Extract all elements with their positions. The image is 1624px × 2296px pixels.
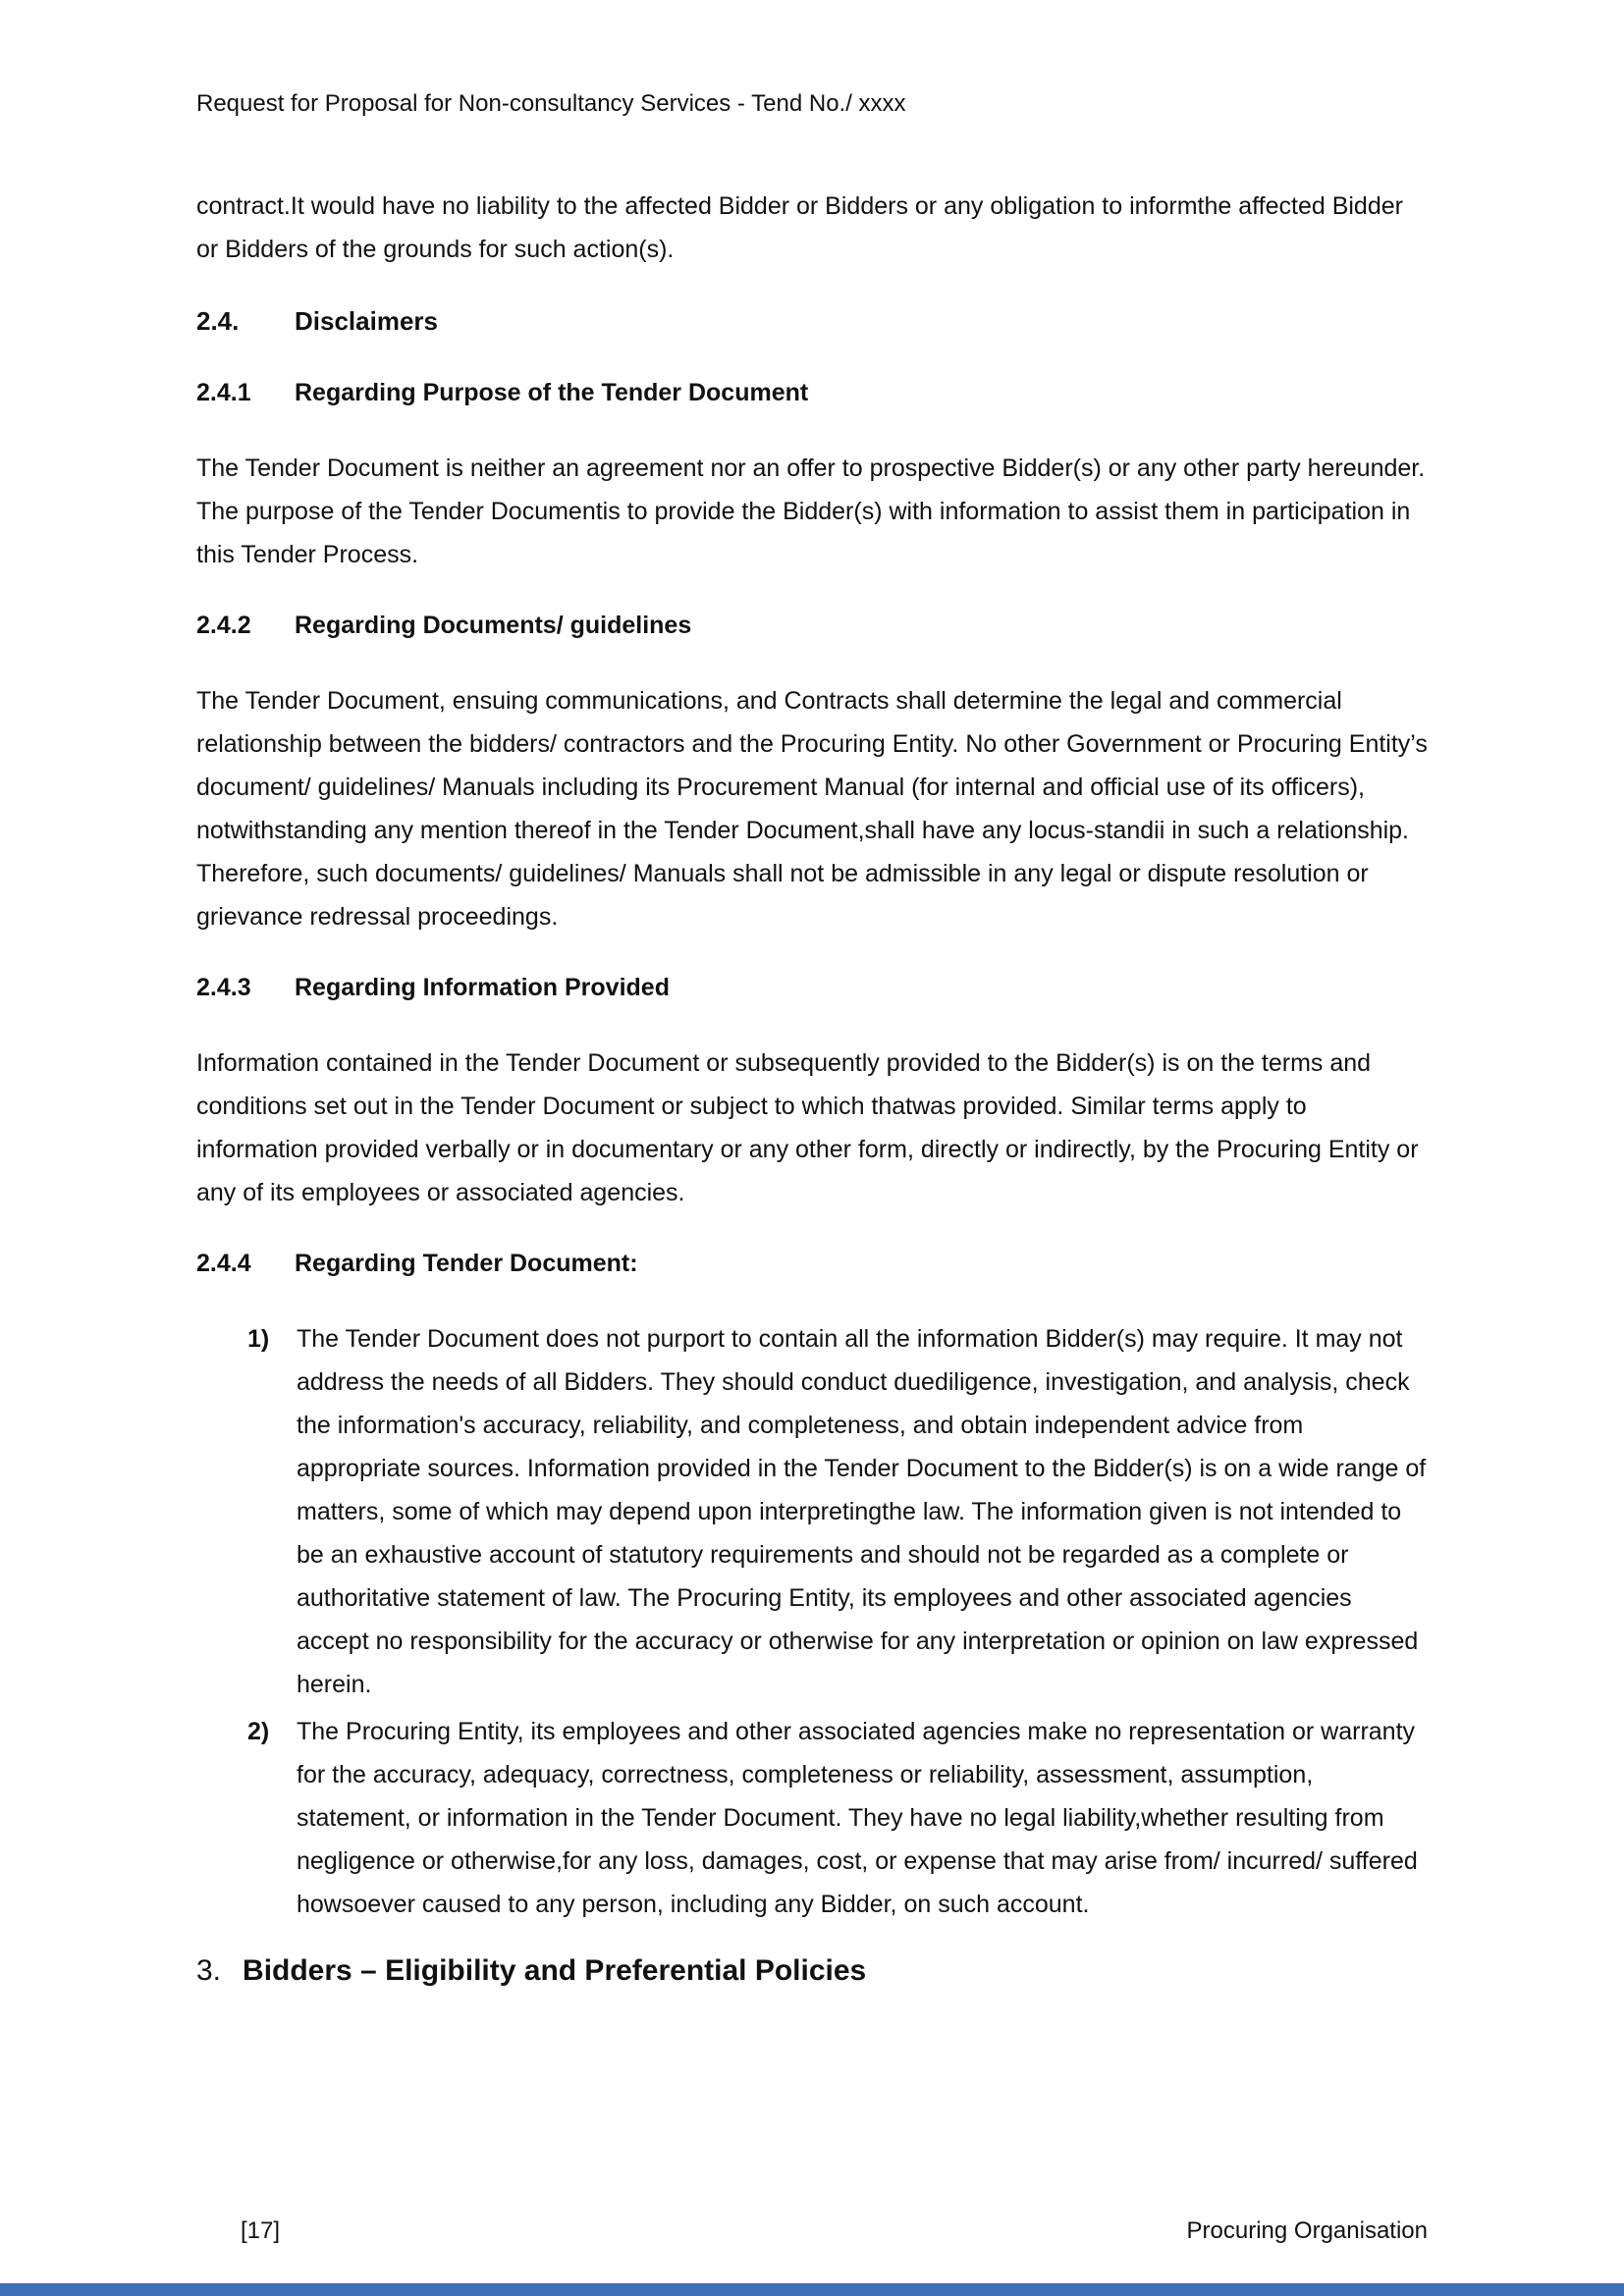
numbered-list-2-4-4 [196, 1317, 1428, 1926]
list-item-text: The Procuring Entity, its employees and other associated agencies make no representation or warranty for the accuracy, adequacy, correctness, completeness or reliability, assessment, assumption, statement, or information in the Tender Document. They have no legal liability,whether resulting from negligence or otherwise,for any loss, damages, cost, or expense that may arise from/ incurred/ suffered howsoever caused to any person, including any Bidder, on such account. [297, 1718, 1418, 1918]
heading-3 [196, 1951, 1428, 1991]
bottom-bar [0, 2283, 1624, 2296]
heading-2-4-3-title: Regarding Information Provided [295, 974, 670, 1001]
document-header-title: Request for Proposal for Non-consultancy Services - Tend No./ xxxx [196, 90, 906, 117]
heading-2-4-1-number: 2.4.1 [196, 379, 251, 406]
paragraph-2-4-2: The Tender Document, ensuing communications, and Contracts shall determine the legal and commercial relationship between the bidders/ contractors and the Procuring Entity. No other Government or Procuring Entity’s document/ guidelines/ Manuals including its Procurement Manual (for internal and official use of its officers), notwithstanding any mention thereof in the Tender Document,shall have any locus-standii in such a relationship. Therefore, such documents/ guidelines/ Manuals shall not be admissible in any legal or dispute resolution or grievance redressal proceedings. [196, 687, 1428, 931]
heading-2-4-3 [196, 972, 1428, 1004]
page-footer [241, 2217, 1428, 2245]
heading-2-4-4 [196, 1248, 1428, 1280]
heading-2-4-4-number: 2.4.4 [196, 1250, 251, 1277]
heading-3-number: 3. [196, 1954, 222, 1987]
heading-2-4-2 [196, 610, 1428, 642]
list-item-marker: 2) [247, 1718, 270, 1745]
heading-2-4-title: Disclaimers [295, 306, 438, 336]
heading-2-4-2-number: 2.4.2 [196, 612, 251, 639]
heading-2-4-3-number: 2.4.3 [196, 974, 251, 1001]
list-item-marker: 1) [247, 1325, 270, 1353]
heading-3-title: Bidders – Eligibility and Preferential Policies [243, 1954, 867, 1987]
heading-2-4-number: 2.4. [196, 306, 240, 336]
intro-paragraph: contract.It would have no liability to the affected Bidder or Bidders or any obligation to informthe affected Bidder or Bidders of the grounds for such action(s). [196, 192, 1403, 263]
paragraph-2-4-3: Information contained in the Tender Document or subsequently provided to the Bidder(s) is on the terms and conditions set out in the Tender Document or subject to which thatwas provided. Similar terms apply to information provided verbally or in documentary or any other form, directly or indirectly, by the Procuring Entity or any of its employees or associated agencies. [196, 1049, 1419, 1206]
list-item-text: The Tender Document does not purport to contain all the information Bidder(s) may require. It may not address the needs of all Bidders. They should conduct duediligence, investigation, and analysis, check the information's accuracy, reliability, and completeness, and obtain independent advice from appropriate sources. Information provided in the Tender Document to the Bidder(s) is on a wide range of matters, some of which may depend upon interpretingthe law. The information given is not intended to be an exhaustive account of statutory requirements and should not be regarded as a complete or authoritative statement of law. The Procuring Entity, its employees and other associated agencies accept no responsibility for the accuracy or otherwise for any interpretation or opinion on law expressed herein. [297, 1325, 1427, 1698]
list-item [247, 1317, 1428, 1706]
paragraph-2-4-1: The Tender Document is neither an agreement nor an offer to prospective Bidder(s) or any other party hereunder. The purpose of the Tender Documentis to provide the Bidder(s) with information to assist them in participation in this Tender Process. [196, 454, 1426, 568]
heading-2-4-1 [196, 377, 1428, 409]
heading-2-4-4-title: Regarding Tender Document: [295, 1250, 638, 1277]
heading-2-4-1-title: Regarding Purpose of the Tender Document [295, 379, 809, 406]
heading-2-4-2-title: Regarding Documents/ guidelines [295, 612, 692, 639]
footer-page-number: [17] [241, 2217, 281, 2244]
heading-2-4 [196, 304, 1428, 338]
list-item [247, 1710, 1428, 1926]
footer-organisation: Procuring Organisation [1186, 2217, 1428, 2244]
